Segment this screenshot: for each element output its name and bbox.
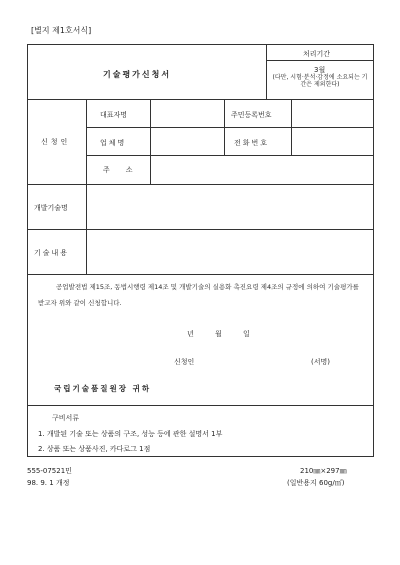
paper-size: 210㎜×297㎜ — [300, 467, 347, 475]
company-name-label: 업체명 — [100, 139, 127, 147]
form-code: 555-07521민 — [27, 467, 72, 475]
processing-period-label: 처리기간 — [303, 50, 331, 58]
application-statement: 공업발전법 제15조, 동법시행령 제14조 및 개발기술의 실용화 촉진요령 제4조의 규정에 의하여 기술평가를 받고자 위와 같이 신청합니다. — [38, 283, 359, 307]
tech-name-label: 개발기술명 — [34, 204, 68, 212]
date-month-label: 월 — [215, 330, 222, 338]
recipient-line: 국립기술품질원장 귀하 — [54, 384, 152, 393]
paper-type: (일반용지 60g/㎡) — [287, 479, 345, 487]
date-year-label: 년 — [187, 330, 194, 338]
signature-applicant-label: 신청인 — [174, 358, 195, 366]
date-day-label: 일 — [243, 330, 250, 338]
representative-name-label: 대표자명 — [100, 111, 128, 119]
attachment-item-1: 1. 개발된 기술 또는 상품의 구조, 성능 등에 관한 설명서 1부 — [38, 430, 223, 438]
form-number-label: [별지 제1호서식] — [31, 26, 92, 35]
tech-content-label: 기술내용 — [34, 249, 70, 257]
attachment-item-2: 2. 상품 또는 상품사진, 카다로그 1점 — [38, 445, 151, 453]
application-form — [27, 44, 374, 457]
applicant-section-label: 신청인 — [41, 138, 71, 146]
address-label: 주소 — [103, 166, 149, 174]
attachments-title: 구비서류 — [52, 414, 80, 422]
revision-date: 98. 9. 1 개정 — [27, 479, 70, 487]
phone-number-label: 전화번호 — [234, 139, 270, 147]
resident-number-label: 주민등록번호 — [231, 111, 272, 119]
signature-sign-label: (서명) — [311, 358, 330, 366]
processing-period-value: 3월 — [314, 66, 326, 74]
processing-period-note: (다만, 시험·분석·감정에 소요되는 기간은 제외한다) — [272, 74, 368, 88]
form-title: 기술평가신청서 — [103, 70, 172, 79]
